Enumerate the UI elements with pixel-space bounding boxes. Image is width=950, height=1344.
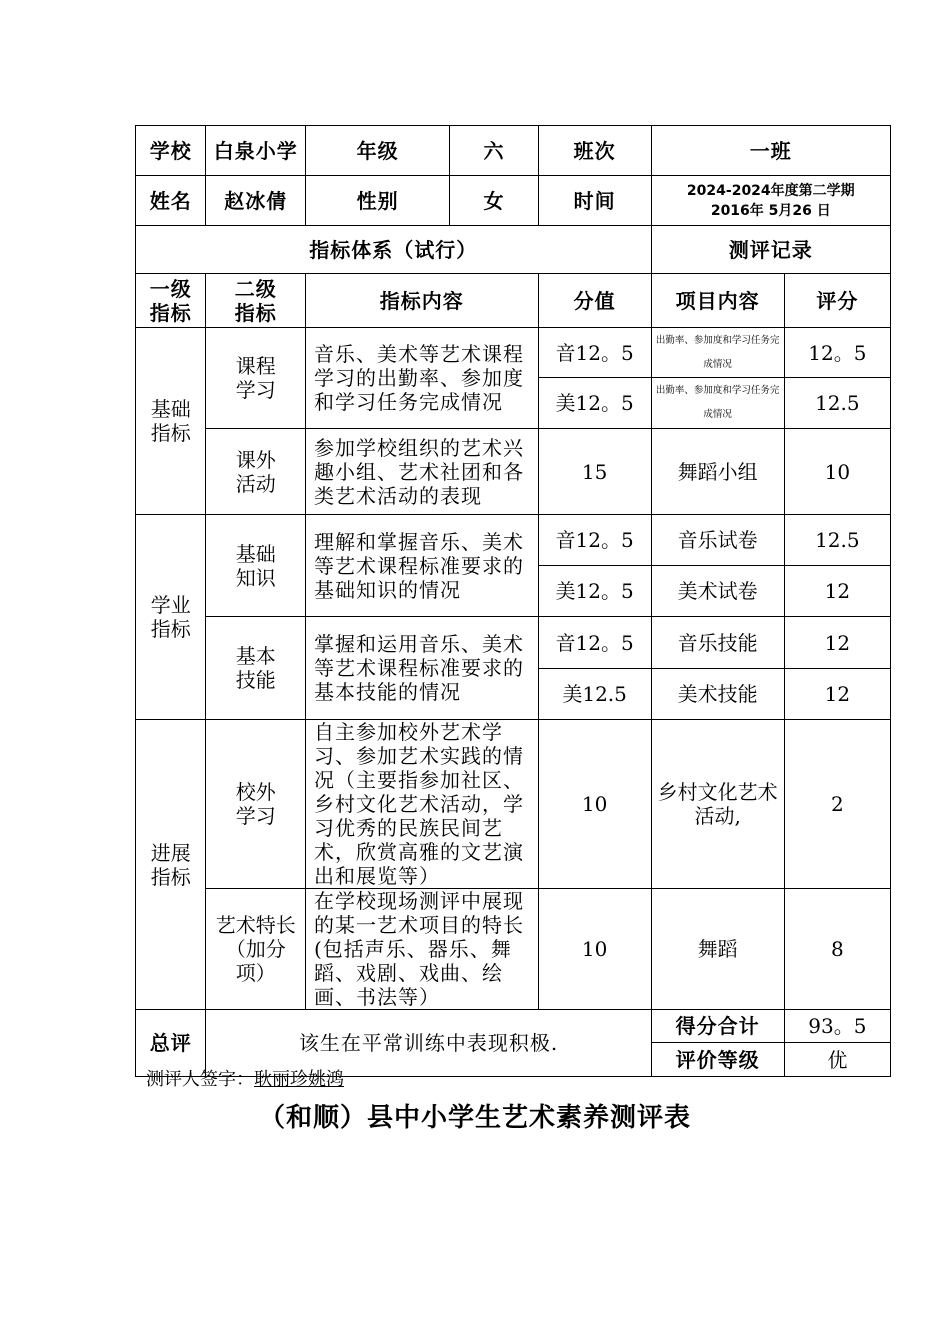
total-value: 93。5 xyxy=(784,1010,890,1043)
extra-item: 舞蹈小组 xyxy=(651,429,784,515)
course-music-score: 音12。5 xyxy=(538,328,651,378)
knowledge-music-score: 音12。5 xyxy=(538,515,651,566)
school-label: 学校 xyxy=(136,126,206,176)
name-label: 姓名 xyxy=(136,176,206,226)
group-academic: 学业 指标 xyxy=(136,515,206,720)
evaluation-table xyxy=(135,125,891,1077)
date-text: 2016年 5月26 日 xyxy=(710,202,831,219)
course-art-item: 出勤率、参加度和学习任务完成情况 xyxy=(651,378,784,429)
grade-value: 六 xyxy=(450,126,538,176)
knowledge-art-rating: 12 xyxy=(784,566,890,617)
group-progress: 进展 指标 xyxy=(136,720,206,1010)
document-title: （和顺）县中小学生艺术素养测评表 xyxy=(258,1103,691,1133)
col-level2: 二级 指标 xyxy=(206,274,306,328)
knowledge-art-score: 美12。5 xyxy=(538,566,651,617)
skills-level2: 基本 技能 xyxy=(206,617,306,720)
course-content: 音乐、美术等艺术课程学习的出勤率、参加度和学习任务完成情况 xyxy=(305,328,538,429)
skills-art-score: 美12.5 xyxy=(538,669,651,720)
signature-label: 测评人签字： xyxy=(146,1069,254,1090)
col-level1: 一级 指标 xyxy=(136,274,206,328)
knowledge-art-item: 美术试卷 xyxy=(651,566,784,617)
outside-content: 自主参加校外艺术学习、参加艺术实践的情况（主要指参加社区、乡村文化艺术活动，学习优秀的民族民间艺术，欣赏高雅的文艺演出和展览等） xyxy=(305,720,538,889)
group-basic: 基础 指标 xyxy=(136,328,206,515)
time-value xyxy=(651,176,890,226)
term-text: 2024-2024年度第二学期 xyxy=(686,182,855,199)
specialty-content: 在学校现场测评中展现的某一艺术项目的特长(包括声乐、器乐、舞蹈、戏剧、戏曲、绘画、书法等） xyxy=(305,889,538,1010)
outside-item: 乡村文化艺术活动, xyxy=(651,720,784,889)
course-art-rating: 12.5 xyxy=(784,378,890,429)
course-music-item: 出勤率、参加度和学习任务完成情况 xyxy=(651,328,784,378)
total-label: 得分合计 xyxy=(651,1010,784,1043)
col-content: 指标内容 xyxy=(305,274,538,328)
skills-music-score: 音12。5 xyxy=(538,617,651,669)
extra-rating: 10 xyxy=(784,429,890,515)
course-music-rating: 12。5 xyxy=(784,328,890,378)
skills-art-rating: 12 xyxy=(784,669,890,720)
specialty-level2: 艺术特长（加分项） xyxy=(206,889,306,1010)
skills-music-rating: 12 xyxy=(784,617,890,669)
skills-content: 掌握和运用音乐、美术等艺术课程标准要求的基本技能的情况 xyxy=(305,617,538,720)
specialty-score: 10 xyxy=(538,889,651,1010)
name-value: 赵冰倩 xyxy=(206,176,306,226)
extra-content: 参加学校组织的艺术兴趣小组、艺术社团和各类艺术活动的表现 xyxy=(305,429,538,515)
indicators-heading: 指标体系（试行） xyxy=(136,226,652,274)
knowledge-level2: 基础 知识 xyxy=(206,515,306,617)
signature-names: 耿丽珍姚鸿 xyxy=(254,1069,344,1090)
gender-label: 性别 xyxy=(305,176,449,226)
col-item: 项目内容 xyxy=(651,274,784,328)
col-score: 分值 xyxy=(538,274,651,328)
specialty-rating: 8 xyxy=(784,889,890,1010)
grade-level-label: 评价等级 xyxy=(651,1043,784,1077)
col-rating: 评分 xyxy=(784,274,890,328)
gender-value: 女 xyxy=(450,176,538,226)
grade-level-value: 优 xyxy=(784,1043,890,1077)
extra-level2: 课外 活动 xyxy=(206,429,306,515)
outside-level2: 校外 学习 xyxy=(206,720,306,889)
class-value: 一班 xyxy=(651,126,890,176)
skills-music-item: 音乐技能 xyxy=(651,617,784,669)
course-level2: 课程 学习 xyxy=(206,328,306,429)
summary-label: 总评 xyxy=(136,1010,206,1077)
knowledge-music-item: 音乐试卷 xyxy=(651,515,784,566)
specialty-item: 舞蹈 xyxy=(651,889,784,1010)
outside-rating: 2 xyxy=(784,720,890,889)
grade-label: 年级 xyxy=(305,126,449,176)
outside-score: 10 xyxy=(538,720,651,889)
time-label: 时间 xyxy=(538,176,651,226)
school-value: 白泉小学 xyxy=(206,126,306,176)
class-label: 班次 xyxy=(538,126,651,176)
records-heading: 测评记录 xyxy=(651,226,890,274)
skills-art-item: 美术技能 xyxy=(651,669,784,720)
extra-score: 15 xyxy=(538,429,651,515)
knowledge-content: 理解和掌握音乐、美术等艺术课程标准要求的基础知识的情况 xyxy=(305,515,538,617)
summary-comment: 该生在平常训练中表现积极. xyxy=(206,1010,651,1077)
course-art-score: 美12。5 xyxy=(538,378,651,429)
signature-line xyxy=(146,1065,344,1091)
knowledge-music-rating: 12.5 xyxy=(784,515,890,566)
